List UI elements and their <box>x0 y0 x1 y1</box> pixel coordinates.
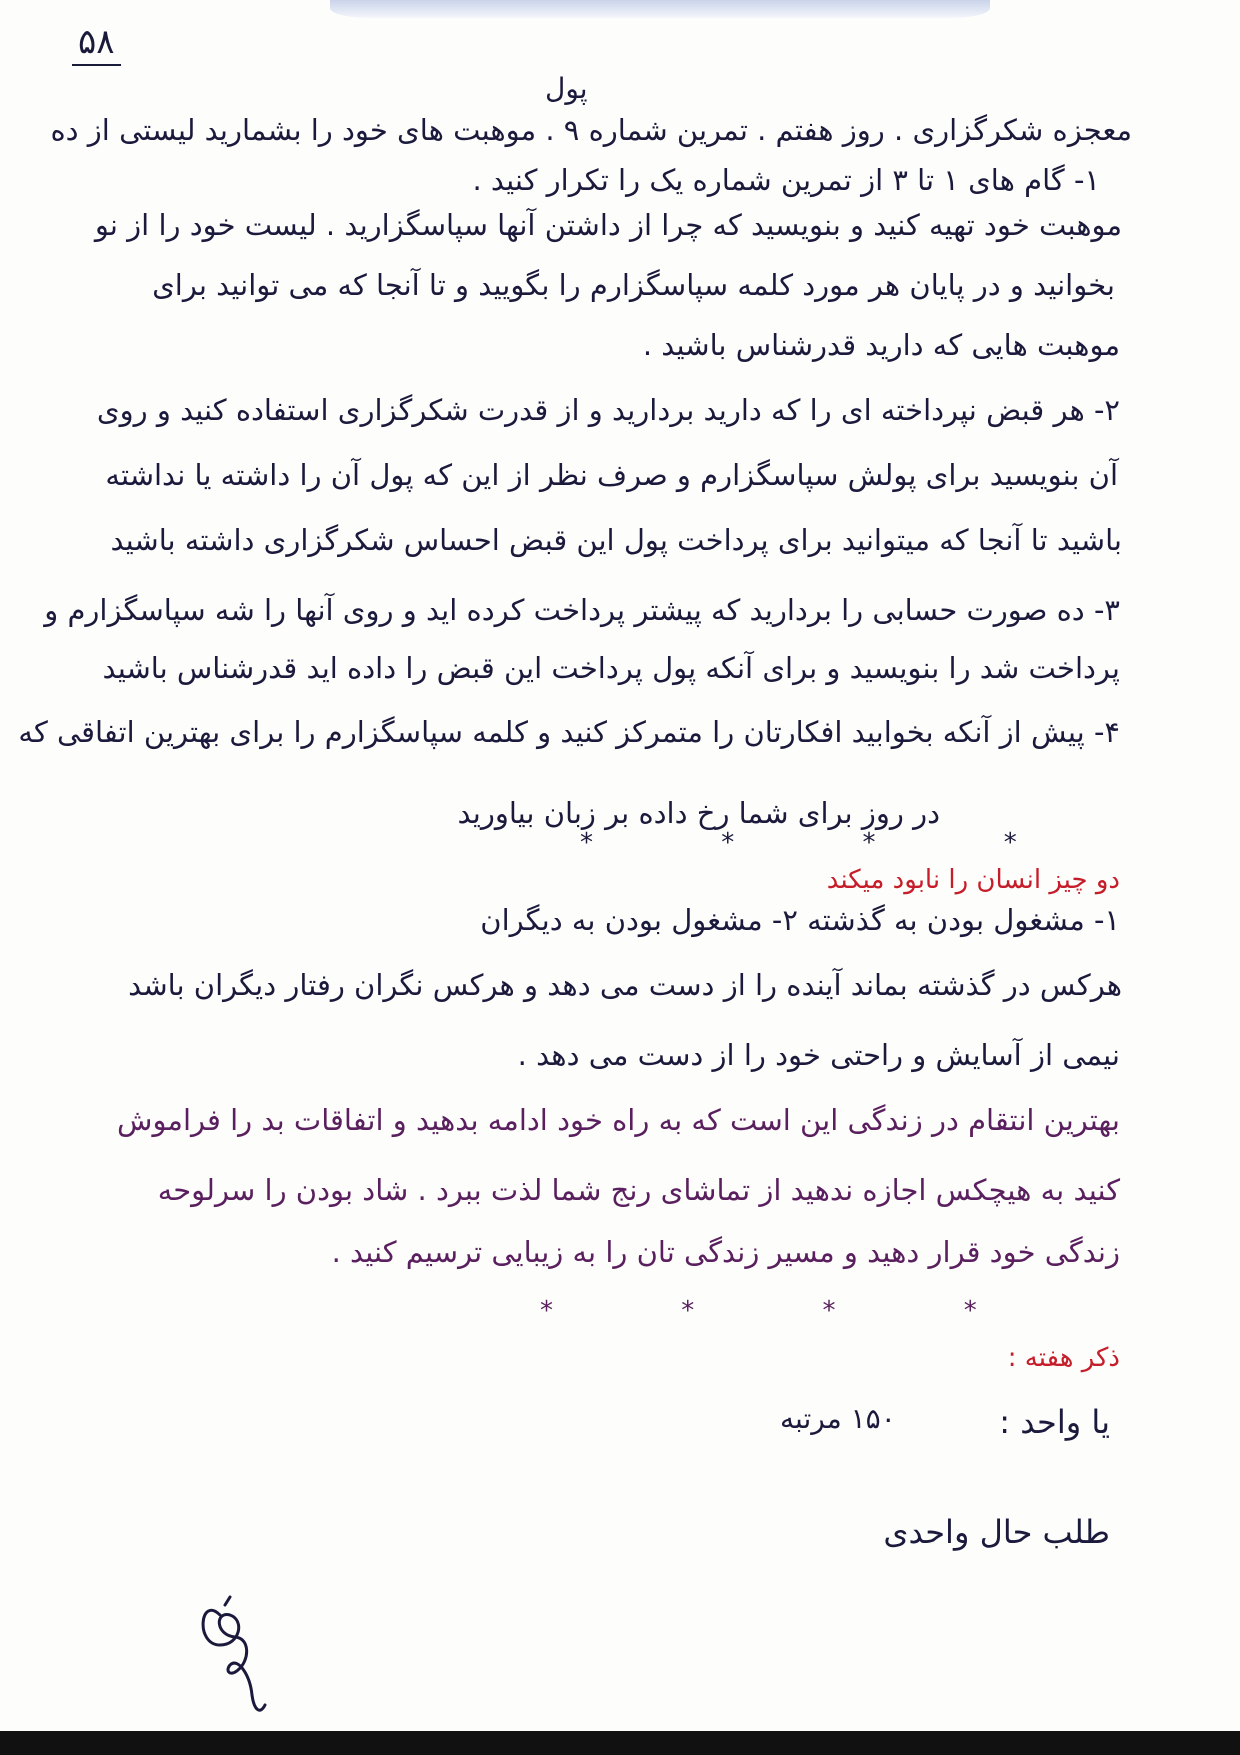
paragraph-3-line-2: کنید به هیچکس اجازه ندهید از تماشای رنج شما لذت ببرد . شاد بودن را سرلوحه <box>157 1173 1120 1207</box>
text-line-10: پرداخت شد را بنویسید و برای آنکه پول پرداخت این قبض را داده اید قدرشناس باشید <box>102 651 1120 685</box>
star-icon-row-1: * * * * <box>580 828 1077 858</box>
paragraph-2-line-2: نیمی از آسایش و راحتی خود را از دست می دهد . <box>517 1038 1120 1072</box>
text-line-3: موهبت خود تهیه کنید و بنویسید که چرا از داشتن آنها سپاسگزارید . لیست خود را از نو <box>94 208 1122 242</box>
text-line-1: معجزه شکرگزاری . روز هفتم . تمرین شماره ۹ . موهبت های خود را بشمارید لیستی از ده <box>50 113 1132 147</box>
text-line-8: باشید تا آنجا که میتوانید برای پرداخت پول این قبض احساس شکرگزاری داشته باشید <box>110 523 1122 557</box>
header-word: پول <box>545 72 588 105</box>
star-icon-row-2: * * * * <box>540 1296 1037 1326</box>
text-line-12: در روز برای شما رخ داده بر زبان بیاورید <box>457 796 940 830</box>
two-items-line: ۱- مشغول بودن به گذشته ۲- مشغول بودن به دیگران <box>480 903 1120 937</box>
page-number: ۵۸ <box>72 22 121 66</box>
text-line-11: ۴- پیش از آنکه بخوابید افکارتان را متمرکز کنید و کلمه سپاسگزارم را برای بهترین اتفاقی که <box>18 715 1120 749</box>
text-line-2: ۱- گام های ۱ تا ۳ از تمرین شماره یک را تکرار کنید . <box>472 163 1100 197</box>
page-top-edge <box>330 0 990 18</box>
zekr-heading: ذکر هفته : <box>1007 1343 1120 1373</box>
paragraph-2-line-1: هرکس در گذشته بماند آینده را از دست می دهد و هرکس نگران رفتار دیگران باشد <box>128 968 1122 1002</box>
text-line-6: ۲- هر قبض نپرداخته ای را که دارید بردارید و از قدرت شکرگزاری استفاده کنید و روی <box>96 393 1120 427</box>
signature-icon <box>190 1575 280 1725</box>
page-bottom-edge <box>0 1731 1240 1755</box>
text-line-7: آن بنویسید برای پولش سپاسگزارم و صرف نظر از این که پول آن را داشته یا نداشته <box>105 458 1118 492</box>
closing-text: طلب حال واحدی <box>883 1513 1110 1551</box>
text-line-5: موهبت هایی که دارید قدرشناس باشید . <box>642 328 1120 362</box>
paragraph-3-line-3: زندگی خود قرار دهید و مسیر زندگی تان را به زیبایی ترسیم کنید . <box>331 1235 1120 1269</box>
text-line-4: بخوانید و در پایان هر مورد کلمه سپاسگزارم را بگویید و تا آنجا که می توانید برای <box>152 268 1115 302</box>
zekr-text: یا واحد : <box>999 1403 1110 1441</box>
red-heading: دو چیز انسان را نابود میکند <box>826 865 1120 895</box>
text-line-9: ۳- ده صورت حسابی را بردارید که پیشتر پرداخت کرده اید و روی آنها را شه سپاسگزارم و <box>44 593 1120 627</box>
zekr-count: ۱۵۰ مرتبه <box>780 1402 896 1435</box>
paragraph-3-line-1: بهترین انتقام در زندگی این است که به راه خود ادامه بدهید و اتفاقات بد را فراموش <box>117 1103 1120 1137</box>
